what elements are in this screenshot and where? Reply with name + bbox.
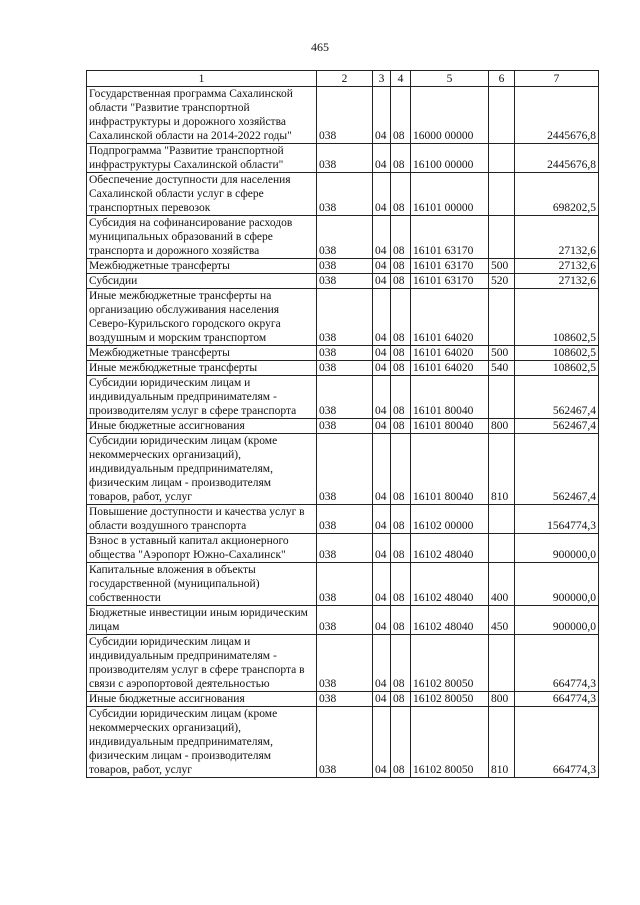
row-name: Повышение доступности и качества услуг в области воздушного транспорта <box>87 505 317 534</box>
row-section-code: 04 <box>373 173 391 216</box>
row-target-code: 16102 00000 <box>411 505 489 534</box>
row-target-code: 16102 80050 <box>411 635 489 692</box>
row-expense-type-code <box>489 534 515 563</box>
row-section-code: 04 <box>373 635 391 692</box>
row-target-code: 16101 63170 <box>411 259 489 274</box>
row-expense-type-code: 810 <box>489 434 515 505</box>
row-amount: 664774,3 <box>515 707 599 778</box>
row-target-code: 16101 64020 <box>411 289 489 346</box>
row-section-code: 04 <box>373 361 391 376</box>
row-subsection-code: 08 <box>391 434 411 505</box>
table-row <box>87 259 599 274</box>
row-name: Межбюджетные трансферты <box>87 259 317 274</box>
row-subsection-code: 08 <box>391 259 411 274</box>
row-subsection-code: 08 <box>391 635 411 692</box>
row-section-code: 04 <box>373 563 391 606</box>
table-row <box>87 87 599 144</box>
row-expense-type-code: 500 <box>489 259 515 274</box>
table-row <box>87 346 599 361</box>
row-target-code: 16102 48040 <box>411 606 489 635</box>
row-target-code: 16101 80040 <box>411 376 489 419</box>
row-name: Субсидии юридическим лицам (кроме некоммерческих организаций), индивидуальным предпринимателям, физическим лицам - производителям товаров, работ, услуг <box>87 434 317 505</box>
row-target-code: 16100 00000 <box>411 144 489 173</box>
row-subsection-code: 08 <box>391 505 411 534</box>
table-row <box>87 505 599 534</box>
row-name: Иные бюджетные ассигнования <box>87 692 317 707</box>
table-row <box>87 707 599 778</box>
table-row <box>87 635 599 692</box>
row-section-code: 04 <box>373 505 391 534</box>
row-expense-type-code: 450 <box>489 606 515 635</box>
header-col-5: 5 <box>411 71 489 87</box>
table-row <box>87 419 599 434</box>
row-ministry-code: 038 <box>317 635 373 692</box>
row-target-code: 16102 80050 <box>411 692 489 707</box>
row-name: Иные бюджетные ассигнования <box>87 419 317 434</box>
row-section-code: 04 <box>373 419 391 434</box>
header-col-1: 1 <box>87 71 317 87</box>
row-name: Взнос в уставный капитал акционерного общества "Аэропорт Южно-Сахалинск" <box>87 534 317 563</box>
row-ministry-code: 038 <box>317 87 373 144</box>
row-section-code: 04 <box>373 376 391 419</box>
row-expense-type-code <box>489 216 515 259</box>
row-section-code: 04 <box>373 534 391 563</box>
row-expense-type-code: 800 <box>489 419 515 434</box>
row-expense-type-code: 500 <box>489 346 515 361</box>
table-row <box>87 361 599 376</box>
row-name: Субсидии <box>87 274 317 289</box>
row-name: Иные межбюджетные трансферты на организацию обслуживания населения Северо-Курильского городского округа воздушным и морским транспортом <box>87 289 317 346</box>
header-col-6: 6 <box>489 71 515 87</box>
row-amount: 900000,0 <box>515 606 599 635</box>
row-subsection-code: 08 <box>391 419 411 434</box>
row-amount: 664774,3 <box>515 635 599 692</box>
table-row <box>87 173 599 216</box>
row-name: Субсидии юридическим лицам и индивидуальным предпринимателям - производителям услуг в сфере транспорта <box>87 376 317 419</box>
row-section-code: 04 <box>373 216 391 259</box>
row-expense-type-code: 520 <box>489 274 515 289</box>
row-name: Субсидии юридическим лицам и индивидуальным предпринимателям - производителям услуг в сфере транспорта в связи с аэропортовой деятельностью <box>87 635 317 692</box>
row-name: Бюджетные инвестиции иным юридическим лицам <box>87 606 317 635</box>
table-row <box>87 563 599 606</box>
row-name: Капитальные вложения в объекты государственной (муниципальной) собственности <box>87 563 317 606</box>
row-target-code: 16101 63170 <box>411 274 489 289</box>
row-expense-type-code <box>489 87 515 144</box>
row-section-code: 04 <box>373 434 391 505</box>
row-subsection-code: 08 <box>391 173 411 216</box>
table-row <box>87 606 599 635</box>
table-row <box>87 434 599 505</box>
row-expense-type-code: 810 <box>489 707 515 778</box>
row-section-code: 04 <box>373 259 391 274</box>
row-target-code: 16101 63170 <box>411 216 489 259</box>
row-ministry-code: 038 <box>317 346 373 361</box>
row-name: Иные межбюджетные трансферты <box>87 361 317 376</box>
row-subsection-code: 08 <box>391 361 411 376</box>
row-ministry-code: 038 <box>317 376 373 419</box>
row-target-code: 16000 00000 <box>411 87 489 144</box>
row-expense-type-code <box>489 289 515 346</box>
row-name: Обеспечение доступности для населения Сахалинской области услуг в сфере транспортных перевозок <box>87 173 317 216</box>
row-subsection-code: 08 <box>391 346 411 361</box>
row-expense-type-code: 400 <box>489 563 515 606</box>
header-row <box>87 71 599 87</box>
row-target-code: 16101 00000 <box>411 173 489 216</box>
row-amount: 1564774,3 <box>515 505 599 534</box>
table-row <box>87 216 599 259</box>
row-expense-type-code <box>489 173 515 216</box>
table-row <box>87 274 599 289</box>
row-amount: 900000,0 <box>515 534 599 563</box>
table-row <box>87 376 599 419</box>
row-name: Субсидии юридическим лицам (кроме некоммерческих организаций), индивидуальным предпринимателям, физическим лицам - производителям товаров, работ, услуг <box>87 707 317 778</box>
row-ministry-code: 038 <box>317 274 373 289</box>
row-ministry-code: 038 <box>317 534 373 563</box>
row-target-code: 16101 80040 <box>411 419 489 434</box>
row-section-code: 04 <box>373 289 391 346</box>
row-subsection-code: 08 <box>391 534 411 563</box>
table-row <box>87 144 599 173</box>
row-ministry-code: 038 <box>317 563 373 606</box>
row-amount: 108602,5 <box>515 289 599 346</box>
row-section-code: 04 <box>373 346 391 361</box>
row-name: Межбюджетные трансферты <box>87 346 317 361</box>
budget-table <box>86 70 599 778</box>
row-ministry-code: 038 <box>317 144 373 173</box>
row-expense-type-code: 540 <box>489 361 515 376</box>
header-col-4: 4 <box>391 71 411 87</box>
row-target-code: 16101 80040 <box>411 434 489 505</box>
header-col-3: 3 <box>373 71 391 87</box>
row-amount: 2445676,8 <box>515 87 599 144</box>
row-ministry-code: 038 <box>317 173 373 216</box>
row-subsection-code: 08 <box>391 274 411 289</box>
header-col-7: 7 <box>515 71 599 87</box>
row-expense-type-code <box>489 144 515 173</box>
row-section-code: 04 <box>373 274 391 289</box>
row-subsection-code: 08 <box>391 563 411 606</box>
row-expense-type-code <box>489 376 515 419</box>
row-ministry-code: 038 <box>317 606 373 635</box>
row-target-code: 16102 48040 <box>411 563 489 606</box>
row-target-code: 16101 64020 <box>411 346 489 361</box>
row-expense-type-code <box>489 505 515 534</box>
row-section-code: 04 <box>373 144 391 173</box>
row-subsection-code: 08 <box>391 707 411 778</box>
row-amount: 562467,4 <box>515 419 599 434</box>
table-row <box>87 534 599 563</box>
row-target-code: 16102 48040 <box>411 534 489 563</box>
row-subsection-code: 08 <box>391 87 411 144</box>
row-ministry-code: 038 <box>317 259 373 274</box>
row-section-code: 04 <box>373 692 391 707</box>
row-amount: 27132,6 <box>515 259 599 274</box>
row-subsection-code: 08 <box>391 144 411 173</box>
row-subsection-code: 08 <box>391 692 411 707</box>
row-ministry-code: 038 <box>317 419 373 434</box>
row-amount: 2445676,8 <box>515 144 599 173</box>
row-subsection-code: 08 <box>391 289 411 346</box>
row-amount: 664774,3 <box>515 692 599 707</box>
row-ministry-code: 038 <box>317 505 373 534</box>
row-ministry-code: 038 <box>317 434 373 505</box>
row-section-code: 04 <box>373 87 391 144</box>
page-number: 465 <box>311 40 329 54</box>
row-ministry-code: 038 <box>317 289 373 346</box>
row-subsection-code: 08 <box>391 376 411 419</box>
table-row <box>87 289 599 346</box>
header-col-2: 2 <box>317 71 373 87</box>
row-amount: 562467,4 <box>515 376 599 419</box>
table-row <box>87 692 599 707</box>
row-amount: 27132,6 <box>515 216 599 259</box>
row-section-code: 04 <box>373 707 391 778</box>
row-ministry-code: 038 <box>317 216 373 259</box>
row-amount: 108602,5 <box>515 361 599 376</box>
row-ministry-code: 038 <box>317 707 373 778</box>
row-subsection-code: 08 <box>391 606 411 635</box>
row-name: Государственная программа Сахалинской области "Развитие транспортной инфраструктуры и дорожного хозяйства Сахалинской области на 2014-2022 годы" <box>87 87 317 144</box>
row-name: Подпрограмма "Развитие транспортной инфраструктуры Сахалинской области" <box>87 144 317 173</box>
row-target-code: 16102 80050 <box>411 707 489 778</box>
row-amount: 900000,0 <box>515 563 599 606</box>
row-amount: 698202,5 <box>515 173 599 216</box>
row-expense-type-code <box>489 635 515 692</box>
row-amount: 27132,6 <box>515 274 599 289</box>
row-expense-type-code: 800 <box>489 692 515 707</box>
row-name: Субсидия на софинансирование расходов муниципальных образований в сфере транспорта и дорожного хозяйства <box>87 216 317 259</box>
row-ministry-code: 038 <box>317 361 373 376</box>
row-subsection-code: 08 <box>391 216 411 259</box>
row-ministry-code: 038 <box>317 692 373 707</box>
row-amount: 108602,5 <box>515 346 599 361</box>
row-target-code: 16101 64020 <box>411 361 489 376</box>
row-section-code: 04 <box>373 606 391 635</box>
row-amount: 562467,4 <box>515 434 599 505</box>
